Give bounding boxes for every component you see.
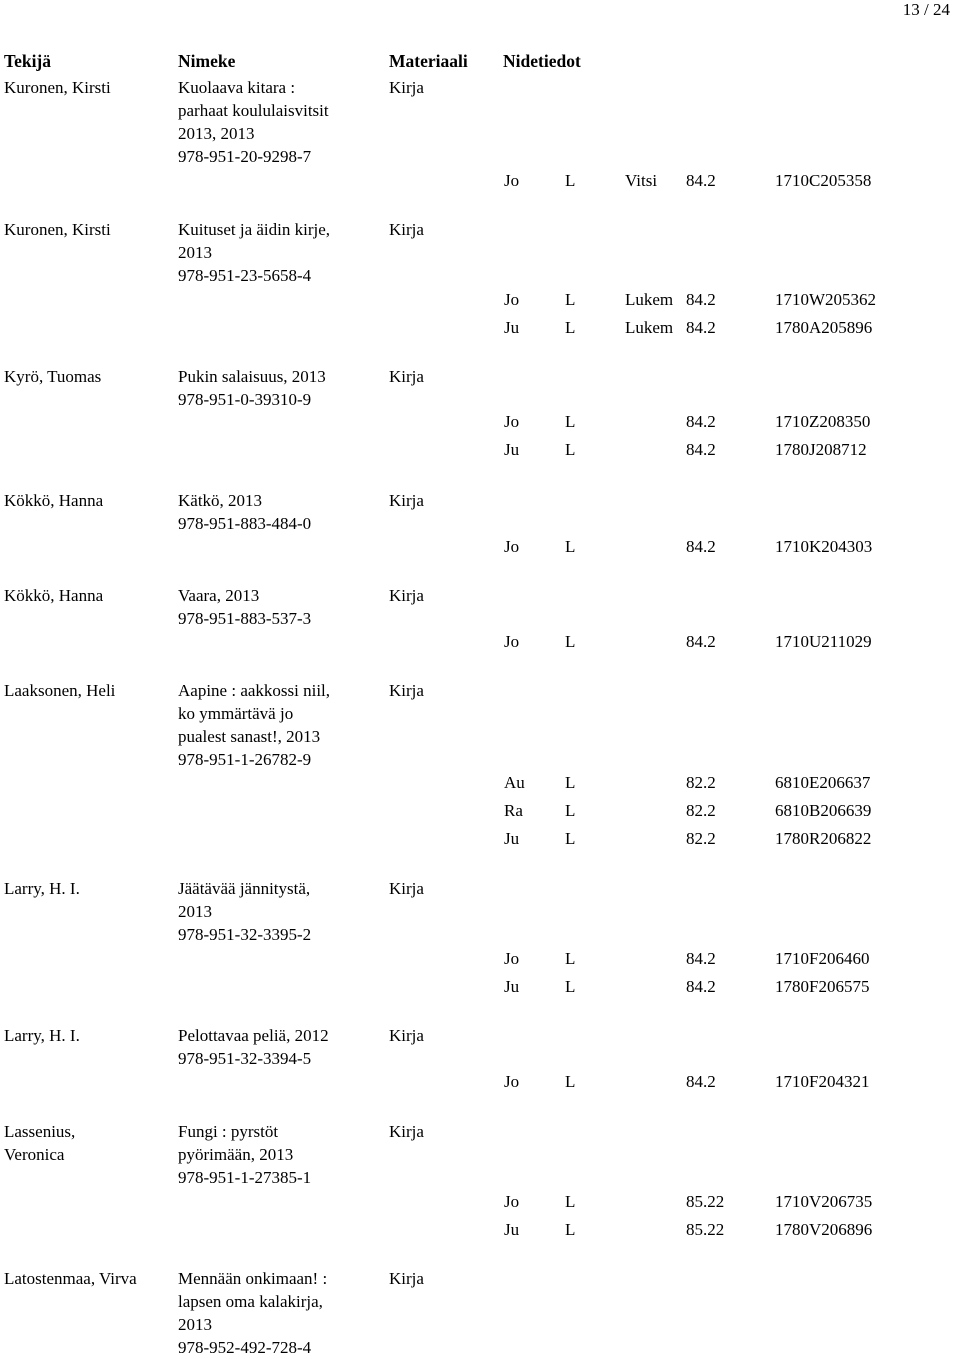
record-author [4, 1120, 75, 1166]
holding-row [0, 169, 900, 193]
record-title [178, 1024, 329, 1070]
holding-id: 1780V206896 [775, 1220, 873, 1239]
record-title [178, 365, 326, 411]
title-line: Kuituset ja äidin kirje, [178, 220, 331, 239]
record-title [178, 877, 311, 946]
holding-type: L [565, 801, 576, 820]
record-material: Kirja [389, 681, 424, 700]
holding-row [0, 975, 900, 999]
holding-class: 84.2 [686, 171, 716, 190]
holding-shelf: Lukem [625, 290, 674, 309]
holding-type: L [565, 318, 576, 337]
title-line: Jäätävää jännitystä, [178, 879, 311, 898]
holding-type: L [565, 412, 576, 431]
title-line: 978-951-23-5658-4 [178, 266, 312, 285]
holding-library: Ra [504, 801, 523, 820]
holding-id: 6810E206637 [775, 773, 871, 792]
author-line: Lassenius, [4, 1122, 76, 1141]
title-line: lapsen oma kalakirja, [178, 1292, 323, 1311]
holding-row [0, 1218, 900, 1242]
holding-library: Ju [504, 440, 520, 459]
holding-row [0, 947, 900, 971]
record-author [4, 584, 103, 607]
holding-row [0, 438, 900, 462]
title-line: ko ymmärtävä jo [178, 704, 294, 723]
record-author [4, 877, 80, 900]
holding-row [0, 1070, 900, 1094]
holding-row [0, 827, 900, 851]
record-title [178, 1120, 311, 1189]
title-line: 978-951-32-3395-2 [178, 925, 312, 944]
author-line: Larry, H. I. [4, 1026, 80, 1045]
record-material: Kirja [389, 1122, 424, 1141]
holding-library: Ju [504, 318, 520, 337]
record-author [4, 1267, 137, 1290]
holding-id: 6810B206639 [775, 801, 872, 820]
holding-id: 1710V206735 [775, 1192, 873, 1211]
record-title [178, 218, 330, 287]
holding-row [0, 535, 900, 559]
record-title [178, 76, 329, 168]
title-line: 2013, 2013 [178, 124, 255, 143]
header-holdings: Nidetiedot [503, 51, 581, 71]
holding-class: 84.2 [686, 977, 716, 996]
holding-type: L [565, 632, 576, 651]
holding-type: L [565, 290, 576, 309]
holding-id: 1780R206822 [775, 829, 872, 848]
holding-row [0, 799, 900, 823]
title-line: Kuolaava kitara : [178, 78, 296, 97]
title-line: Aapine : aakkossi niil, [178, 681, 331, 700]
holding-class: 84.2 [686, 949, 716, 968]
holding-library: Jo [504, 412, 520, 431]
holding-class: 84.2 [686, 1072, 716, 1091]
holding-id: 1710W205362 [775, 290, 877, 309]
title-line: parhaat koululaisvitsit [178, 101, 329, 120]
title-line: 978-951-32-3394-5 [178, 1049, 312, 1068]
holding-id: 1710K204303 [775, 537, 873, 556]
holding-library: Au [504, 773, 525, 792]
record-material: Kirja [389, 1269, 424, 1288]
record-author [4, 1024, 80, 1047]
record-author [4, 365, 101, 388]
author-line: Laaksonen, Heli [4, 681, 116, 700]
record-material: Kirja [389, 879, 424, 898]
title-line: 978-951-0-39310-9 [178, 390, 312, 409]
title-line: Kätkö, 2013 [178, 491, 263, 510]
holding-row [0, 410, 900, 434]
title-line: 2013 [178, 1315, 212, 1334]
holding-class: 84.2 [686, 440, 716, 459]
title-line: pyörimään, 2013 [178, 1145, 294, 1164]
record-author [4, 679, 115, 702]
author-line: Veronica [4, 1145, 65, 1164]
record-title [178, 679, 330, 771]
holding-library: Jo [504, 632, 520, 651]
holding-id: 1710C205358 [775, 171, 872, 190]
holding-type: L [565, 773, 576, 792]
author-line: Larry, H. I. [4, 879, 80, 898]
title-line: 978-951-883-537-3 [178, 609, 312, 628]
holding-type: L [565, 1192, 576, 1211]
holding-class: 84.2 [686, 290, 716, 309]
author-line: Kökkö, Hanna [4, 491, 104, 510]
holding-library: Jo [504, 171, 520, 190]
holding-class: 84.2 [686, 632, 716, 651]
title-line: 978-951-1-26782-9 [178, 750, 312, 769]
record-title [178, 584, 311, 630]
holding-class: 85.22 [686, 1192, 725, 1211]
holding-class: 82.2 [686, 829, 716, 848]
holding-type: L [565, 440, 576, 459]
header-material: Materiaali [389, 51, 468, 71]
author-line: Kuronen, Kirsti [4, 220, 111, 239]
title-line: 978-951-20-9298-7 [178, 147, 312, 166]
author-line: Kökkö, Hanna [4, 586, 104, 605]
title-line: 978-952-492-728-4 [178, 1338, 312, 1357]
title-line: 2013 [178, 243, 212, 262]
record-author [4, 218, 111, 241]
holding-shelf: Lukem [625, 318, 674, 337]
record-title [178, 489, 311, 535]
holding-type: L [565, 949, 576, 968]
holding-class: 84.2 [686, 537, 716, 556]
holding-type: L [565, 977, 576, 996]
holding-row [0, 316, 900, 340]
holding-type: L [565, 171, 576, 190]
holding-id: 1780J208712 [775, 440, 867, 459]
holding-type: L [565, 1072, 576, 1091]
page-number: 13 / 24 [902, 0, 950, 19]
title-line: Fungi : pyrstöt [178, 1122, 279, 1141]
title-line: Pukin salaisuus, 2013 [178, 367, 326, 386]
record-material: Kirja [389, 367, 424, 386]
holding-library: Ju [504, 829, 520, 848]
record-title [178, 1267, 327, 1359]
record-material: Kirja [389, 586, 424, 605]
holding-id: 1710U211029 [775, 632, 872, 651]
record-material: Kirja [389, 78, 424, 97]
holding-id: 1710F206460 [775, 949, 870, 968]
holding-class: 82.2 [686, 773, 716, 792]
author-line: Latostenmaa, Virva [4, 1269, 137, 1288]
holding-library: Ju [504, 1220, 520, 1239]
holding-class: 84.2 [686, 318, 716, 337]
holding-library: Jo [504, 949, 520, 968]
title-line: 978-951-883-484-0 [178, 514, 312, 533]
author-line: Kyrö, Tuomas [4, 367, 102, 386]
holding-row [0, 1190, 900, 1214]
header-title: Nimeke [178, 51, 236, 71]
holding-library: Ju [504, 977, 520, 996]
record-author [4, 76, 111, 99]
holding-shelf: Vitsi [625, 171, 658, 190]
holding-class: 85.22 [686, 1220, 725, 1239]
holding-library: Jo [504, 290, 520, 309]
title-line: Vaara, 2013 [178, 586, 260, 605]
holding-type: L [565, 829, 576, 848]
holding-id: 1780A205896 [775, 318, 873, 337]
holding-id: 1710F204321 [775, 1072, 870, 1091]
holding-row [0, 630, 900, 654]
holding-library: Jo [504, 1192, 520, 1211]
record-material: Kirja [389, 1026, 424, 1045]
record-material: Kirja [389, 491, 424, 510]
header-author: Tekijä [4, 51, 52, 71]
author-line: Kuronen, Kirsti [4, 78, 111, 97]
holding-type: L [565, 1220, 576, 1239]
title-line: pualest sanast!, 2013 [178, 727, 321, 746]
holding-id: 1780F206575 [775, 977, 870, 996]
title-line: 2013 [178, 902, 212, 921]
holding-id: 1710Z208350 [775, 412, 871, 431]
holding-row [0, 288, 900, 312]
record-author [4, 489, 103, 512]
holding-library: Jo [504, 537, 520, 556]
record-material: Kirja [389, 220, 424, 239]
title-line: Mennään onkimaan! : [178, 1269, 328, 1288]
title-line: 978-951-1-27385-1 [178, 1168, 312, 1187]
holding-class: 84.2 [686, 412, 716, 431]
holding-library: Jo [504, 1072, 520, 1091]
holding-type: L [565, 537, 576, 556]
holding-class: 82.2 [686, 801, 716, 820]
holding-row [0, 771, 900, 795]
title-line: Pelottavaa peliä, 2012 [178, 1026, 329, 1045]
